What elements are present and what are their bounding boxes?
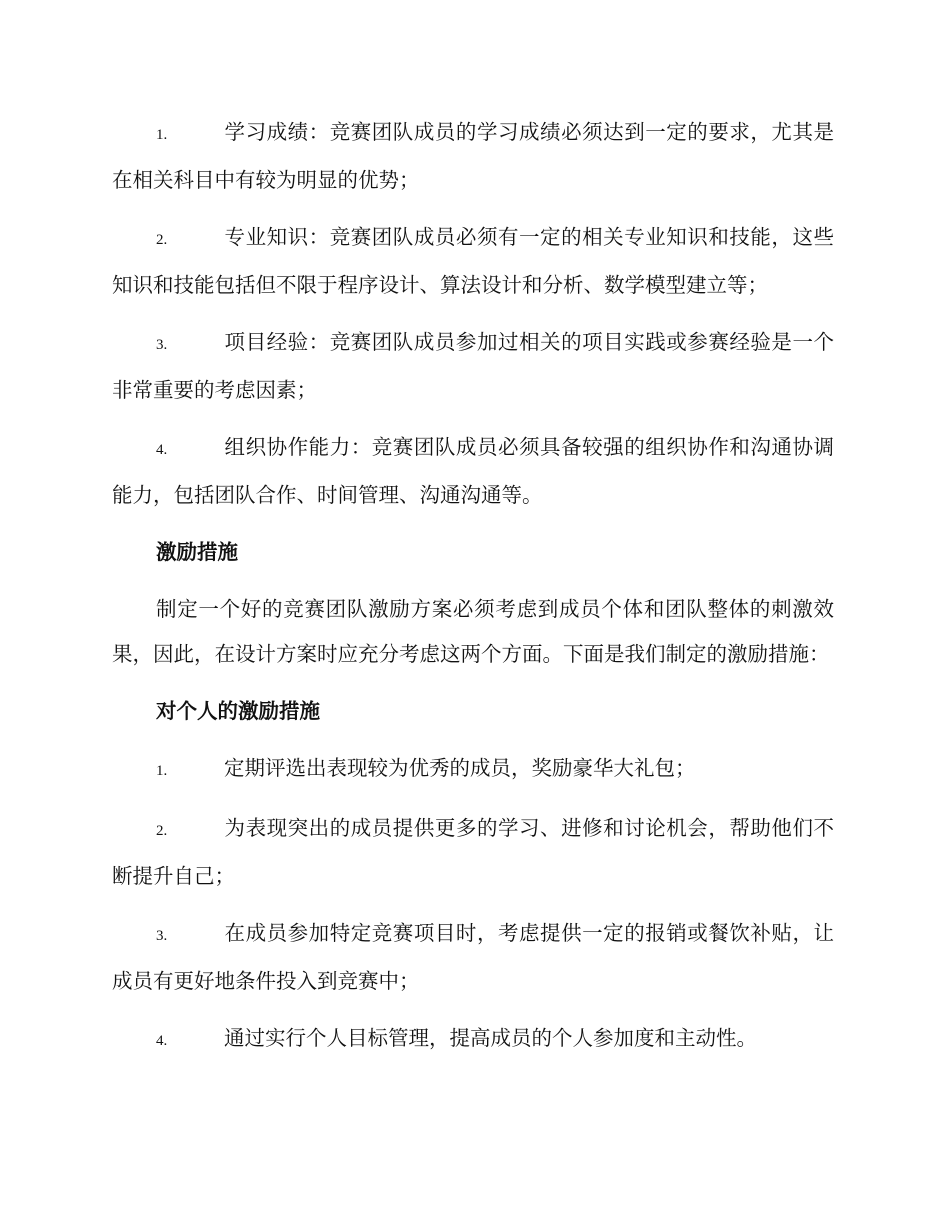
- list-item-text: 项目经验：竞赛团队成员参加过相关的项目实践或参赛经验是一个非常重要的考虑因素；: [112, 330, 834, 402]
- sub-heading: 对个人的激励措施: [156, 699, 320, 723]
- list-item: [112, 746, 834, 794]
- list-item-text: 定期评选出表现较为优秀的成员，奖励豪华大礼包；: [224, 756, 696, 780]
- list-number: 3.: [156, 928, 168, 944]
- list-item-text: 组织协作能力：竞赛团队成员必须具备较强的组织协作和沟通协调能力，包括团队合作、时间管理、沟通沟通等。: [112, 435, 834, 507]
- document-body: [112, 110, 834, 1076]
- list-number: 1.: [156, 763, 168, 779]
- section-heading: 激励措施: [156, 540, 238, 564]
- list-item: [112, 911, 834, 1004]
- list-item: [112, 1016, 834, 1064]
- list-item: [112, 215, 834, 308]
- list-item-text: 通过实行个人目标管理，提高成员的个人参加度和主动性。: [224, 1026, 757, 1050]
- list-number: 2.: [156, 823, 168, 839]
- intro-paragraph: 制定一个好的竞赛团队激励方案必须考虑到成员个体和团队整体的刺激效果，因此，在设计方案时应充分考虑这两个方面。下面是我们制定的激励措施：: [112, 597, 834, 666]
- list-item-text: 在成员参加特定竞赛项目时，考虑提供一定的报销或餐饮补贴，让成员有更好地条件投入到竞赛中；: [112, 921, 834, 993]
- list-number: 3.: [156, 337, 168, 353]
- list-number: 4.: [156, 442, 168, 458]
- list-number: 4.: [156, 1033, 168, 1049]
- list-item-text: 为表现突出的成员提供更多的学习、进修和讨论机会，帮助他们不断提升自己；: [112, 816, 834, 888]
- list-item-text: 专业知识：竞赛团队成员必须有一定的相关专业知识和技能，这些知识和技能包括但不限于程序设计、算法设计和分析、数学模型建立等；: [112, 225, 834, 297]
- list-item: [112, 806, 834, 899]
- list-item: [112, 425, 834, 518]
- list-item: [112, 110, 834, 203]
- list-item: [112, 320, 834, 413]
- list-item-text: 学习成绩：竞赛团队成员的学习成绩必须达到一定的要求，尤其是在相关科目中有较为明显的优势；: [112, 120, 834, 192]
- list-number: 2.: [156, 232, 168, 248]
- list-number: 1.: [156, 127, 168, 143]
